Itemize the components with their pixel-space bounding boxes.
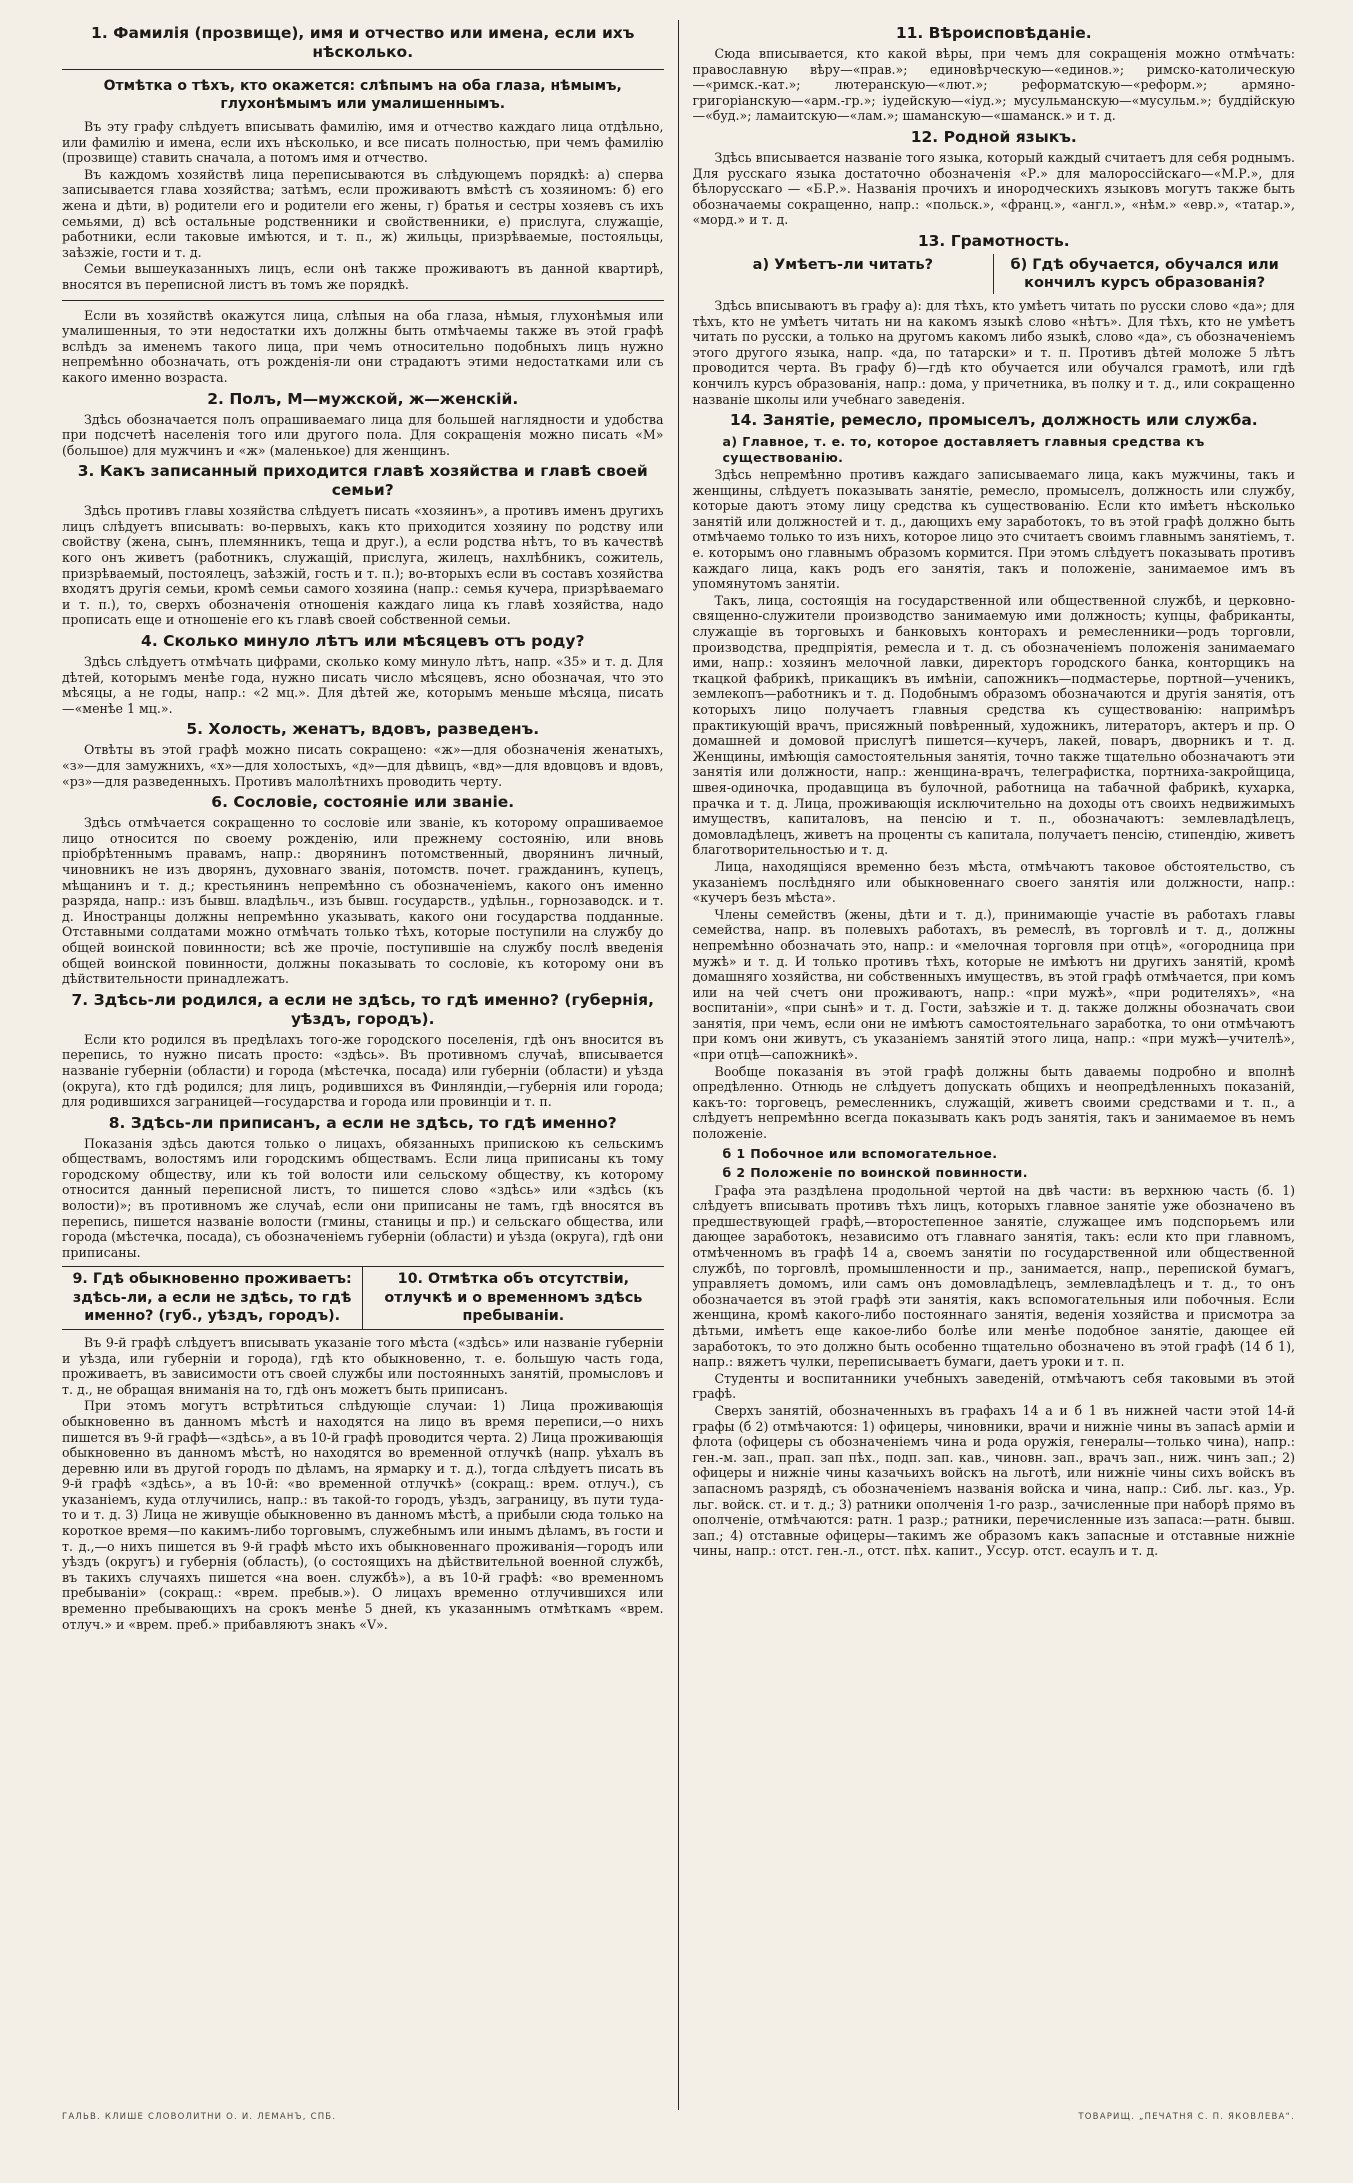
footer-left-imprint: ГАЛЬВ. КЛИШЕ СЛОВОЛИТНИ О. И. ЛЕМАНЪ, СПБ. [62,2112,337,2122]
section-2-para-1: Здѣсь обозначается полъ опрашиваемаго лица для большей наглядности и удобства при подсчетѣ населенія того или другого пола. Для сокращенія можно писать «М» (большое) для мужчинъ и «ж» (маленькое) для женщинъ. [62,411,664,458]
section-7-para-1: Если кто родился въ предѣлахъ того-же городского поселенія, гдѣ онъ вносится въ перепись, то нужно писать просто: «здѣсь». Въ противномъ случаѣ, вписывается названіе губерніи (области) и города (мѣстечка, посада) или губерніи (области) и уѣзда (округа), кто гдѣ родился; для лицъ, родившихся въ Финляндіи,—губернія или города; для родившихся заграницей—государства и города или провинціи и т. п. [62,1031,664,1110]
section-2-title: 2. Полъ, М—мужской, ж—женскій. [207,389,519,408]
section-9-10 [62,1266,664,1632]
section-5 [62,720,664,789]
section-11-para-1: Сюда вписывается, кто какой вѣры, при чемъ для сокращенія можно отмѣчать: православную вѣру—«прав.»; единовѣрческую—«единов.»; римско-католическую—«римск.-кат.»; лютеранскую—«лют.»; реформатскую—«реформ.»; армяно-григоріанскую—«арм.-гр.»; іудейскую—«іуд.»; мусульманскую—«мусульм.»; буддійскую—«буд.»; ламаитскую—«лам.»; шаманскую—«шаманск.» и т. д. [692,46,1295,124]
section-3-para-1: Здѣсь противъ главы хозяйства слѣдуетъ писать «хозяинъ», а противъ именъ другихъ лицъ слѣдуетъ вписывать: во-первыхъ, какъ кто приходится хозяину по родству или свойству (жена, сынъ, племянникъ, теща и друг.), а если родства нѣтъ, то въ качествѣ кого онъ живетъ (работникъ, служащій, прислуга, жилецъ, нахлѣбникъ, сожитель, призрѣваемый, постоялецъ, заѣзжій, гость и т. п.); во-вторыхъ если въ составъ хозяйства входятъ другія семьи, кромѣ семьи самого хозяина (напр.: семья кучера, призрѣваемаго и т. п.), то, сверхъ обозначенія отношенія каждаго лица къ главѣ хозяйства, надо прописать еще и отношеніе его къ главѣ своей собственной семьи. [62,503,664,628]
section-3 [62,462,664,628]
section-9-10-header [62,1266,664,1330]
section-5-para-1: Отвѣты въ этой графѣ можно писать сокращено: «ж»—для обозначенія женатыхъ, «з»—для замужнихъ, «х»—для холостыхъ, «д»—для дѣвицъ, «вд»—для вдовцовъ и вдовъ, «рз»—для разведенныхъ. Противъ малолѣтнихъ проводить черту. [62,742,664,789]
section-1-para-3: Семьи вышеуказанныхъ лицъ, если онѣ также проживаютъ въ данной квартирѣ, вносятся въ переписной листъ въ томъ же порядкѣ. [62,261,664,292]
section-11-title: 11. Вѣроисповѣданіе. [895,24,1092,42]
section-14-lead: а) Главное, т. е. то, которое доставляетъ главныя средства къ существованію. [722,434,1205,465]
section-13 [693,232,1296,407]
section-14-b2-title: б 2 Положеніе по воинской повинности. [722,1165,1028,1181]
section-12-para-1: Здѣсь вписывается названіе того языка, который каждый считаетъ для себя роднымъ. Для русскаго языка достаточно обозначенія «Р.» для малороссійскаго—«М.Р.», для бѣлорусскаго — «Б.Р.». Названія прочихъ и инородческихъ языковъ могутъ также быть обозначаемы сокращенно, напр.: «польск.», «франц.», «англ.», «нѣм.» «евр.», «татар.», «морд.» и т. д. [692,149,1295,228]
section-9-para-2: При этомъ могутъ встрѣтиться слѣдующіе случаи: 1) Лица проживающія обыкновенно въ данномъ мѣстѣ и находятся на лицо въ время переписи,—о нихъ пишется въ 9-й графѣ—«здѣсь», а въ 10-й графѣ проводится черта. 2) Лица проживающія обыкновенно въ данномъ мѣстѣ, но находятся во временной отлучкѣ (напр. уѣхалъ въ деревню или въ другой городъ по дѣламъ, на ярмарку и т. д.), тогда слѣдуетъ писать въ 9-й графѣ «здѣсь», а въ 10-й: «во временной отлучкѣ» (сокращ.: врем. отлуч.), съ указаніемъ, куда отлучились, напр.: въ такой-то городъ, уѣздъ, заграницу, въ пути туда-то и т. д. 3) Лица не живущіе обыкновенно въ данномъ мѣстѣ, а прибыли сюда только на короткое время—по какимъ-либо торговымъ, служебнымъ или инымъ дѣламъ, въ гости и т. д.,—о нихъ пишется въ 9-й графѣ мѣсто ихъ обыкновеннаго проживанія—городъ или уѣздъ (округъ) и губернія (область), (о состоящихъ на дѣйствительной военной службѣ, въ такихъ случаяхъ пишется «на воен. службѣ»), а въ 10-й графѣ: «во временномъ пребываніи» (сокращ.: «врем. пребыв.»). О лицахъ временно отлучившихся или временно пребывающихъ на срокъ менѣе 5 дней, къ указаннымъ отмѣткамъ «врем. отлуч.» и «врем. преб.» прибавляютъ знакъ «V». [62,1398,664,1632]
section-2 [62,390,664,459]
section-12 [693,128,1296,228]
section-1-para-2: Въ каждомъ хозяйствѣ лица переписываются въ слѣдующемъ порядкѣ: а) сперва записывается глава хозяйства; затѣмъ, если проживаютъ вмѣстѣ съ хозяиномъ: б) его жена и дѣти, в) родители его и родители его жены, г) братья и сестры хозяевъ съ ихъ семьями, д) всѣ остальные родственники и свойственники, е) прислуга, служащіе, работники, если таковые имѣются, и т. п., ж) жильцы, призрѣваемые, постояльцы, заѣзжіе, гости и т. д. [62,166,664,260]
section-4-title: 4. Сколько минуло лѣтъ или мѣсяцевъ отъ роду? [141,632,585,651]
divider [62,300,664,301]
section-13-col-b: б) Гдѣ обучается, обучался или кончилъ курсъ образованія? [993,254,1295,294]
printer-footer [62,2112,1295,2122]
section-14 [693,411,1296,1559]
two-column-body [62,20,1295,2110]
section-6-title: 6. Сословіе, состояніе или званіе. [211,793,515,812]
section-14-para-1: Здѣсь непремѣнно противъ каждаго записываемаго лица, какъ мужчины, такъ и женщины, слѣдуетъ показывать занятіе, ремесло, промыселъ, должность или службу, которые даютъ этому лицу средства къ существованію. Если кто имѣетъ нѣсколько занятій или должностей и т. д., дающихъ ему заработокъ, то въ этой графѣ должно быть отмѣчаемо только то изъ нихъ, которое лицо это считаетъ своимъ главнымъ занятіемъ, т. е. которымъ оно главнымъ образомъ кормится. При этомъ слѣдуетъ показывать противъ каждаго лица, какъ родъ его занятія, такъ и положеніе, занимаемое имъ въ упомянутомъ занятіи. [692,467,1295,592]
section-7 [62,991,664,1110]
section-4-para-1: Здѣсь слѣдуетъ отмѣчать цифрами, сколько кому минуло лѣтъ, напр. «35» и т. д. Для дѣтей, которымъ менѣе года, нужно писать число мѣсяцевъ, ясно обозначая, что это мѣсяцы, а не годы, напр.: «2 мц.». Для дѣтей же, которымъ меньше мѣсяца, писать—«менѣе 1 мц.». [62,654,664,716]
footer-right-imprint: ТОВАРИЩ. „ПЕЧАТНЯ С. П. ЯКОВЛЕВА“. [1078,2112,1295,2122]
section-13-col-a: а) Умѣетъ-ли читать? [752,256,934,273]
section-5-title: 5. Холость, женатъ, вдовъ, разведенъ. [186,720,540,739]
section-4 [62,632,664,716]
section-9-title: 9. Гдѣ обыкновенно проживаетъ: здѣсь-ли, а если не здѣсь, то гдѣ именно? (губ., уѣздъ, городъ). [72,1271,352,1325]
section-3-title: 3. Какъ записанный приходится главѣ хозяйства и главѣ своей семьи? [77,462,648,500]
section-14-para-7: Студенты и воспитанники учебныхъ заведеній, отмѣчаютъ себя таковыми въ этой графѣ. [692,1370,1295,1402]
section-11 [693,24,1296,124]
section-13-title: 13. Грамотность. [917,231,1070,250]
section-1-subtitle: Отмѣтка о тѣхъ, кто окажется: слѣпымъ на оба глаза, нѣмымъ, глухонѣмымъ или умалишеннымъ. [103,78,622,112]
left-column [62,20,679,2110]
section-14-title: 14. Занятіе, ремесло, промыселъ, должность или служба. [729,411,1258,430]
section-13-subheads [693,254,1296,294]
section-14-para-2: Такъ, лица, состоящія на государственной или общественной службѣ, и церковно-священно-служители производство занимаемую ими должность; купцы, фабриканты, служащіе въ торговыхъ и банковыхъ конторахъ и ремесленники—родъ торговли, производства, предпріятія, ремесла и т. д. съ обозначеніемъ положенія занимаемаго ими, напр.: хозяинъ мелочной лавки, директоръ городского банка, конторщикъ на ткацкой фабрикѣ, прикащикъ въ имѣніи, сапожникъ—подмастерье, портной—ученикъ, землекопъ—работникъ и т. д. Подобнымъ образомъ обозначаются и другія занятія, отъ которыхъ лицо получаетъ главныя средства къ существованію: напримѣръ практикующій врачъ, присяжный повѣренный, художникъ, литераторъ, актеръ и пр. О домашней и домовой прислугѣ пишется—кучеръ, лакей, поваръ, дворникъ и т. д. Женщины, имѣющія самостоятельныя занятія, точно также тщательно обозначаютъ эти занятія или должности, напр.: женщина-врачъ, телеграфистка, портниха-закройщица, швея-одиночка, продавщица въ булочной, работница на табачной фабрикѣ, кухарка, прачка и т. д. Лица, проживающія исключительно на доходы отъ своихъ недвижимыхъ имуществъ, капиталовъ, на пенсію и т. п., обозначаютъ: землевладѣлецъ, домовладѣлецъ, живетъ на проценты съ капитала, получаетъ пенсію, стипендію, живетъ благотворительностью и т. д. [692,592,1295,858]
section-7-title: 7. Здѣсь-ли родился, а если не здѣсь, то гдѣ именно? (губернія, уѣздъ, городъ). [71,990,654,1028]
section-14-para-3: Лица, находящіяся временно безъ мѣста, отмѣчаютъ таковое обстоятельство, съ указаніемъ послѣдняго или обыкновеннаго своего занятія или должности, напр.: «кучеръ безъ мѣста». [692,858,1295,906]
section-6-para-1: Здѣсь отмѣчается сокращенно то сословіе или званіе, къ которому опрашиваемое лицо относится по своему рожденію, или прежнему состоянію, или вновь пріобрѣтеннымъ правамъ, напр.: дворянинъ потомственный, дворянинъ личный, чиновникъ не изъ дворянъ, духовнаго званія, потомств. почет. гражданинъ, купецъ, мѣщанинъ и т. д.; крестьянинъ непремѣнно съ обозначеніемъ, какого онъ именно разряда, напр.: изъ бывш. владѣльч., изъ бывш. государств., удѣльн., горнозаводск. и т. д. Иностранцы должны непремѣнно указывать, какого они государства подданные. Отставными солдатами можно отмѣчать только тѣхъ, которые поступили на службу до общей воинской повинности; всѣ же прочіе, поступившіе на службу послѣ введенія общей воинской повинности, должны показывать то сословіе, къ которому они въ дѣйствительности принадлежатъ. [62,815,664,987]
section-1-para-1: Въ эту графу слѣдуетъ вписывать фамилію, имя и отчество каждаго лица отдѣльно, или фамилію и имена, если ихъ нѣсколько, и все писать полностью, при чемъ фамилію (прозвище) ставить сначала, а потомъ имя и отчество. [62,119,664,166]
section-14-para-8: Сверхъ занятій, обозначенныхъ въ графахъ 14 а и б 1 въ нижней части этой 14-й графы (б 2) отмѣчаются: 1) офицеры, чиновники, врачи и нижніе чины въ запасѣ арміи и флота (офицеры съ обозначеніемъ чина и рода оружія, генералы—только чина), напр.: ген.-м. зап., прап. зап пѣх., подп. зап. кав., чиновн. зап., врачъ зап., ниж. чинъ зап.; 2) офицеры и нижніе чины казачьихъ войскъ на льготѣ, или нижніе чины сихъ войскъ въ запасномъ разрядѣ, съ обозначеніемъ названія войска и чина, напр.: Сиб. льг. каз., Ур. льг. войск. ст. и т. д.; 3) ратники ополченія 1-го разр., зачисленные при наборѣ прямо въ ополченіе, отмѣчаются: ратн. 1 разр.; ратники, перечисленные изъ запаса:—ратн. бывш. зап.; 4) отставные офицеры—такимъ же образомъ какъ запасные и отставные нижніе чины, напр.: отст. ген.-л., отст. пѣх. капит., Уссур. отст. есаулъ и т. д. [692,1402,1295,1559]
section-8-para-1: Показанія здѣсь даются только о лицахъ, обязанныхъ припискою къ сельскимъ обществамъ, волостямъ или городскимъ обществамъ. Если лица приписаны къ тому городскому обществу, или къ той волости или сельскому обществу, къ которому относится данный переписной листъ, то пишется слово «здѣсь» или «здѣсь (къ волости)»; въ противномъ же случаѣ, если они приписаны не тамъ, гдѣ вносятся въ перепись, пишется названіе волости (гмины, станицы и пр.) и сельскаго общества, или города (мѣстечка, посада), съ обозначеніемъ губерніи (области) и уѣзда (округа), гдѣ они приписаны. [62,1135,664,1260]
divider [62,69,664,70]
section-10-title: 10. Отмѣтка объ отсутствіи, отлучкѣ и о временномъ здѣсь пребываніи. [362,1267,663,1329]
section-12-title: 12. Родной языкъ. [910,127,1077,146]
section-14-para-6: Графа эта раздѣлена продольной чертой на двѣ части: въ верхнюю часть (б. 1) слѣдуетъ вписывать противъ тѣхъ лицъ, которыхъ главное занятіе уже обозначено въ предшествующей графѣ,—второстепенное занятіе, служащее имъ подспорьемъ или дающее заработокъ, независимо отъ главнаго занятія, такъ: если кто при главномъ, отмѣченномъ въ графѣ 14 а, своемъ занятіи по государственной или общественной службѣ, по торговлѣ, промышленности и пр., занимается, напр., перепиской бумагъ, управляетъ домомъ, или самъ онъ домовладѣлецъ, землевладѣлецъ и т. д., то онъ обозначается въ этой графѣ эти занятія, какъ вспомогательныя или побочныя. Если женщина, кромѣ какого-либо постояннаго занятія, веденія хозяйства и присмотра за дѣтьми, имѣетъ еще какое-либо болѣе или менѣе подобное занятіе, дающее ей заработокъ, то это должно быть особенно тщательно обозначено въ этой графѣ (14 б 1), напр.: вяжетъ чулки, переписываетъ бумаги, даетъ уроки и т. п. [692,1182,1295,1370]
section-14-para-5: Вообще показанія въ этой графѣ должны быть даваемы подробно и вполнѣ опредѣленно. Отнюдь не слѣдуетъ допускать общихъ и неопредѣленныхъ показаній, какъ-то: торговецъ, ремесленникъ, служащій, живетъ своими средствами и т. п., а слѣдуетъ непремѣнно всегда показывать какъ родъ занятія, такъ и занимаемое въ немъ положеніе. [692,1063,1295,1142]
section-14-b1-title: б 1 Побочное или вспомогательное. [722,1145,998,1161]
section-8 [62,1114,664,1261]
section-1 [62,24,664,386]
section-1-title: 1. Фамилія (прозвище), имя и отчество или имена, если ихъ нѣсколько. [91,24,635,61]
section-1-para-4: Если въ хозяйствѣ окажутся лица, слѣпыя на оба глаза, нѣмыя, глухонѣмыя или умалишенныя, то эти недостатки ихъ должны быть отмѣчаемы также въ этой графѣ вслѣдъ за именемъ такого лица, при чемъ относительно подобныхъ лицъ нужно непремѣнно обозначать, отъ рожденія-ли они страдаютъ этими недостатками или съ какого именно возраста. [62,307,664,385]
section-14-para-4: Члены семействъ (жены, дѣти и т. д.), принимающіе участіе въ работахъ главы семейства, напр. въ полевыхъ работахъ, въ ремеслѣ, въ торговлѣ и т. д., должны непремѣнно обозначать это, напр.: и «мелочная торговля при отцѣ», «огородница при мужѣ» и т. д. И только противъ тѣхъ, которые не имѣютъ ни другихъ занятій, кромѣ домашняго хозяйства, ни собственныхъ имуществъ, въ этой графѣ отмѣчается, при комъ или на чей счетъ они проживаютъ, напр.: «при мужѣ», «при родителяхъ», «на воспитаніи», «при сынѣ» и т. д. Гости, заѣзжіе и т. д. также должны обозначать свои занятія, при чемъ, если они не имѣютъ самостоятельнаго заработка, то они отмѣчаютъ при комъ они живутъ, съ указаніемъ занятій этого лица, напр.: «при мужѣ—учителѣ», «при отцѣ—сапожникѣ». [692,906,1295,1063]
section-9-para-1: Въ 9-й графѣ слѣдуетъ вписывать указаніе того мѣста («здѣсь» или названіе губерніи и уѣзда, или губерніи и города), гдѣ кто обыкновенно, т. е. большую часть года, проживаетъ, въ зависимости отъ своей службы или постоянныхъ занятій, промысловъ и т. д., не обращая вниманія на то, гдѣ онъ можетъ быть приписанъ. [62,1334,664,1397]
right-column [679,20,1296,2110]
section-6 [62,793,664,987]
section-13-para-1: Здѣсь вписываютъ въ графу а): для тѣхъ, кто умѣетъ читать по русски слово «да»; для тѣхъ, кто не умѣетъ читать ни на какомъ языкѣ слово «нѣтъ». Для тѣхъ, кто не умѣетъ читать по русски, а только на другомъ какомъ либо языкѣ, слово «да», съ обозначеніемъ этого другого языка, напр. «да, по татарски» и т. п. Противъ дѣтей моложе 5 лѣтъ проводится черта. Въ графу б)—гдѣ кто обучается или обучался грамотѣ, или гдѣ кончилъ курсъ образованія, напр.: дома, у причетника, въ полку и т. д., или сокращенно названіе школы или учебнаго заведенія. [692,297,1295,407]
section-8-title: 8. Здѣсь-ли приписанъ, а если не здѣсь, то гдѣ именно? [108,1113,617,1132]
